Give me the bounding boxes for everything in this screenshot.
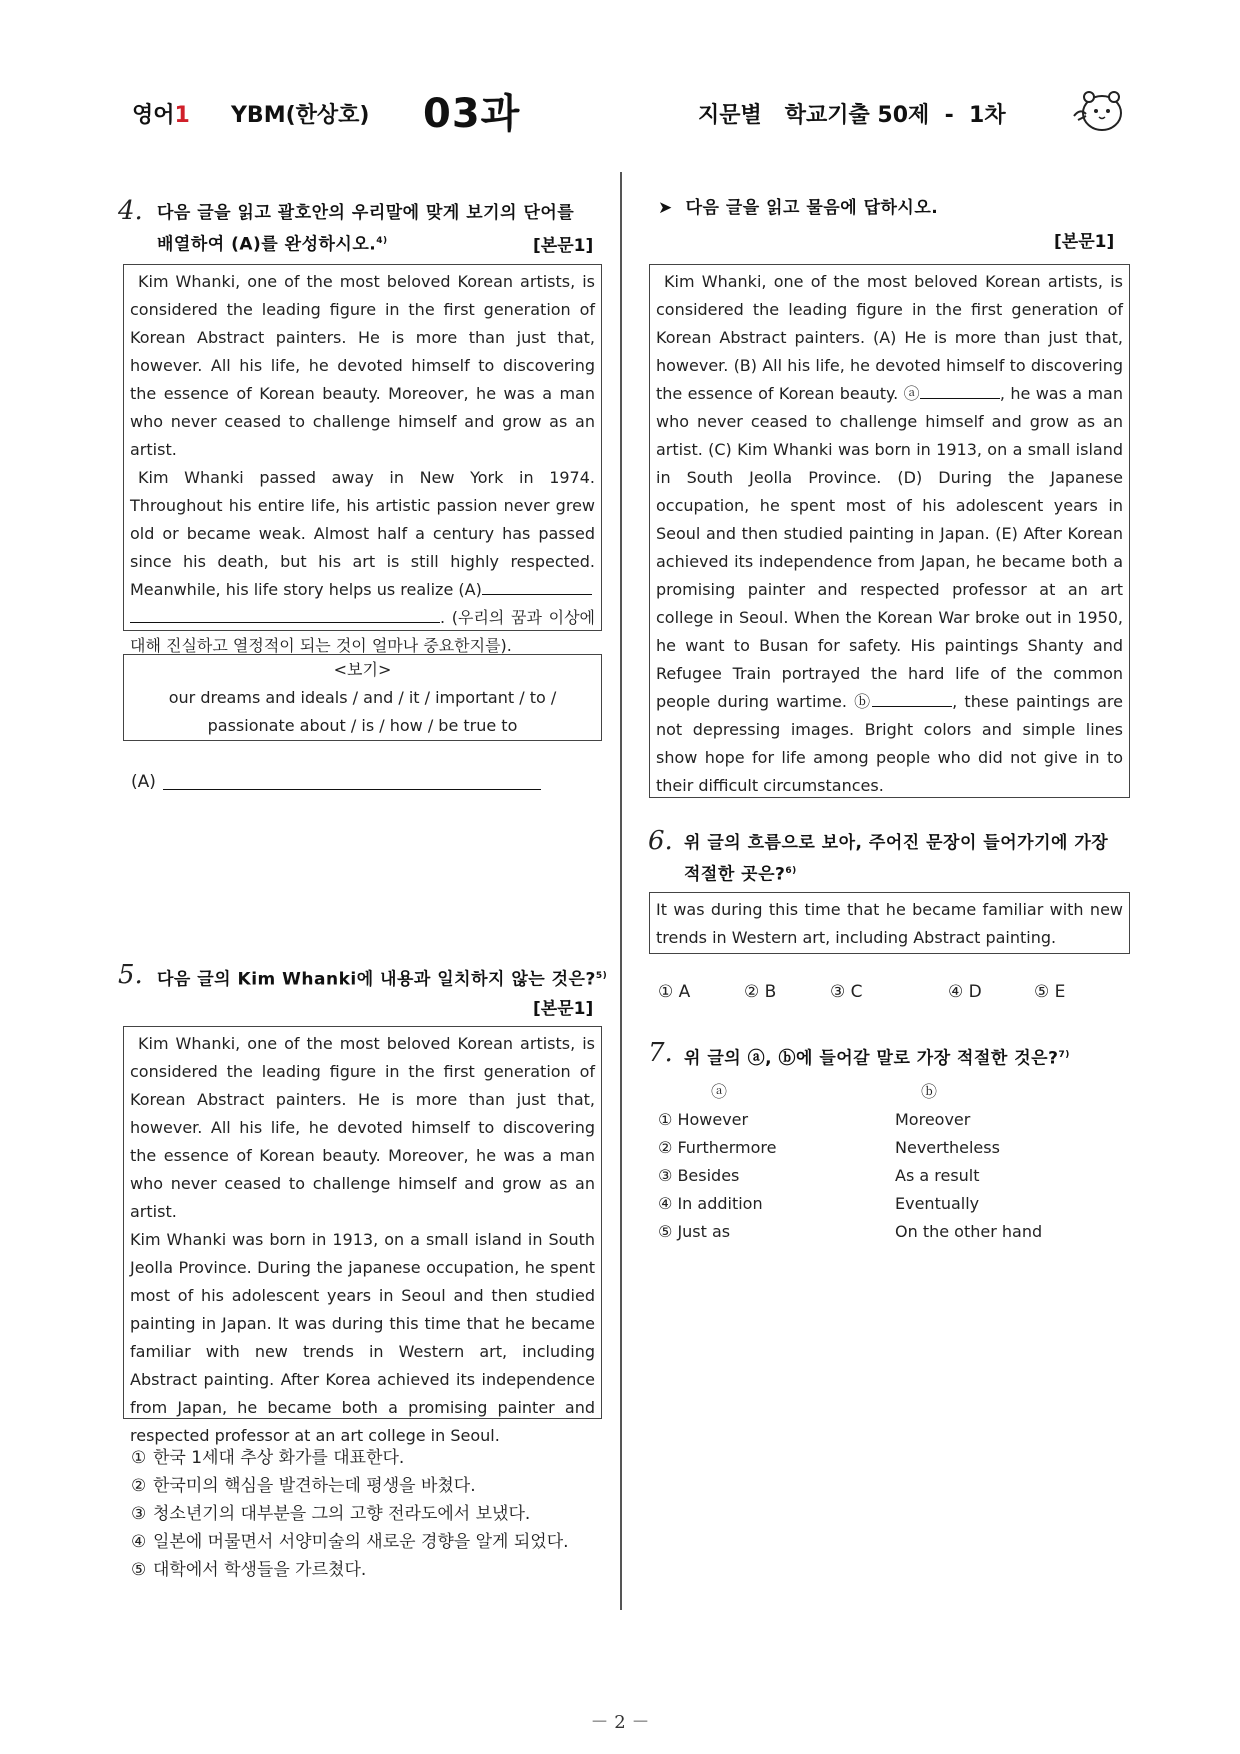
- q5-option-3[interactable]: ③ 청소년기의 대부분을 그의 고향 전라도에서 보냈다.: [131, 1504, 531, 1524]
- q7-option-4[interactable]: ④ In addition Eventually: [658, 1194, 980, 1213]
- q5-option-5[interactable]: ⑤ 대학에서 학생들을 가르쳤다.: [131, 1560, 367, 1580]
- q7-number: 7.: [648, 1038, 673, 1068]
- q4-prompt-line2: 배열하여 (A)를 완성하시오.$^{4)}$: [157, 234, 388, 255]
- q6-option-2[interactable]: ② B: [744, 982, 777, 1002]
- blank-a: [920, 381, 1000, 399]
- header-lesson: 03과: [423, 91, 521, 137]
- blank-b: [872, 689, 952, 707]
- q7-option-1[interactable]: ① However Moreover: [658, 1110, 971, 1129]
- q4-bogi-line2: passionate about / is / how / be true to: [207, 716, 518, 735]
- q6-option-4[interactable]: ④ D: [948, 982, 982, 1002]
- q7-column-a-header: ⓐ: [711, 1082, 728, 1101]
- q7-prompt: 위 글의 ⓐ, ⓑ에 들어갈 말로 가장 적절한 것은?$^{7)}$: [684, 1048, 1070, 1069]
- column-divider: [620, 172, 622, 1610]
- header-series: 지문별 학교기출 50제 - 1차: [698, 103, 1006, 128]
- q4-answer-line[interactable]: [163, 789, 541, 790]
- q5-tag: [본문1]: [533, 999, 594, 1019]
- q7-option-2[interactable]: ② Furthermore Nevertheless: [658, 1138, 1000, 1157]
- right-instruction: ➤ 다음 글을 읽고 물음에 답하시오.: [658, 198, 939, 218]
- q4-passage-para2: Kim Whanki passed away in New York in 1974. Throughout his entire life, his artistic passion never grew old or became weak. Almost half a century has passed since his death, but his art is still highly respected. Meanwhile, his life story helps us realize (A) . (우리의 꿈과 이상에 대해 진실하고 열정적이 되는 것이 얼마나 중요한지를).: [130, 468, 595, 655]
- page-number: － 2 －: [590, 1712, 650, 1733]
- q6-sentence: It was during this time that he became familiar with new trends in Western art, including Abstract painting.: [656, 900, 1123, 947]
- q5-option-2[interactable]: ② 한국미의 핵심을 발견하는데 평생을 바쳤다.: [131, 1476, 476, 1496]
- q4-tag: [본문1]: [533, 236, 594, 256]
- q6-prompt-line2: 적절한 곳은?$^{6)}$: [684, 864, 797, 885]
- q6-number: 6.: [648, 826, 673, 856]
- q5-passage-para1: Kim Whanki, one of the most beloved Korean artists, is considered the leading figure in the first generation of Korean Abstract painters. He is more than just that, however. All his life, he devoted himself to discovering the essence of Korean beauty. Moreover, he was a man who never ceased to challenge himself and grow as an artist.: [130, 1034, 595, 1221]
- q5-prompt: 다음 글의 Kim Whanki에 내용과 일치하지 않는 것은?$^{5)}$: [157, 969, 608, 990]
- header-publisher: YBM(한상호): [231, 103, 370, 128]
- q6-option-1[interactable]: ① A: [658, 982, 691, 1002]
- mascot-icon: [1072, 86, 1128, 136]
- q7-options: [658, 1106, 1128, 1246]
- q6-prompt-line1: 위 글의 흐름으로 보아, 주어진 문장이 들어가기에 가장: [684, 833, 1109, 853]
- q5-option-4[interactable]: ④ 일본에 머물면서 서양미술의 새로운 경향을 알게 되었다.: [131, 1532, 569, 1552]
- q6-option-5[interactable]: ⑤ E: [1034, 982, 1066, 1002]
- q7-option-5[interactable]: ⑤ Just as On the other hand: [658, 1222, 1043, 1241]
- q4-passage-para1: Kim Whanki, one of the most beloved Korean artists, is considered the leading figure in the first generation of Korean Abstract painters. He is more than just that, however. All his life, he devoted himself to discovering the essence of Korean beauty. Moreover, he was a man who never ceased to challenge himself and grow as an artist.: [130, 272, 595, 459]
- right-tag: [본문1]: [1054, 232, 1115, 252]
- q4-bogi-title: <보기>: [333, 660, 392, 679]
- q5-options: [131, 1444, 605, 1584]
- q4-passage-box: [123, 264, 602, 655]
- right-passage-box: [649, 264, 1130, 798]
- arrow-icon: ➤: [658, 198, 673, 218]
- q4-prompt-line1: 다음 글을 읽고 괄호안의 우리말에 맞게 보기의 단어를: [157, 203, 575, 223]
- q6-sentence-box: [649, 892, 1130, 954]
- q4-blank-a: [482, 577, 592, 595]
- q7-option-3[interactable]: ③ Besides As a result: [658, 1166, 980, 1185]
- q6-option-3[interactable]: ③ C: [830, 982, 863, 1002]
- right-passage: Kim Whanki, one of the most beloved Korean artists, is considered the leading figure in the first generation of Korean Abstract painters. (A) He is more than just that, however. (B) All his life, he devoted himself to discovering the essence of Korean beauty. ⓐ , he was a man who never ceased to challenge himself and grow as an artist. (C) Kim Whanki was born in 1913, on a small island in South Jeolla Province. (D) During the Japanese occupation, he spent most of his adolescent years in Seoul and then studied painting in Japan. (E) After Korean achieved its independence from Japan, he became both a promising painter and respected professor at an art college in Seoul. When the Korean War broke out in 1950, he want to Busan for safety. His paintings Shanty and Refugee Train portrayed the hard life of the common people during wartime. ⓑ , these paintings are not depressing images. Bright colors and simple lines show hope for life among people who did not give in to their difficult circumstances.: [656, 272, 1123, 795]
- q5-number: 5.: [118, 960, 143, 990]
- q4-bogi-line1: our dreams and ideals / and / it / important / to /: [168, 688, 557, 707]
- q5-option-1[interactable]: ① 한국 1세대 추상 화가를 대표한다.: [131, 1448, 405, 1468]
- q4-blank-a-cont: [130, 605, 440, 623]
- q4-bogi-box: [123, 654, 602, 741]
- q4-number: 4.: [118, 196, 143, 226]
- q5-passage-para2: Kim Whanki was born in 1913, on a small island in South Jeolla Province. During the japanese occupation, he spent most of his adolescent years in Seoul and then studied painting in Japan. It was during this time that he became familiar with new trends in Western art, including Abstract painting. After Korea achieved its independence from Japan, he became both a promising painter and respected professor at an art college in Seoul.: [130, 1230, 595, 1445]
- q7-column-b-header: ⓑ: [921, 1082, 938, 1101]
- header-subject: 영어1: [132, 103, 190, 128]
- q4-answer-label: (A): [131, 772, 156, 792]
- q5-passage-box: [123, 1026, 602, 1445]
